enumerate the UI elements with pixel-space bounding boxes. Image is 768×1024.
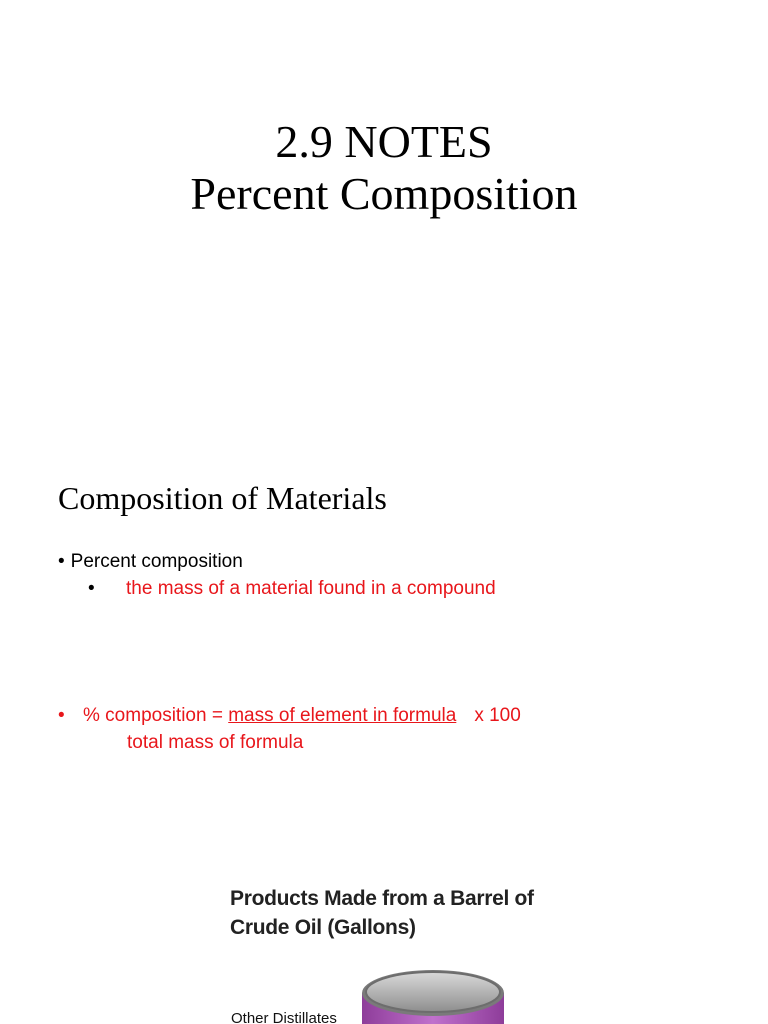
formula-multiplier: x 100	[474, 705, 521, 726]
crude-oil-figure	[224, 880, 542, 1024]
bullet-item-percent-composition	[58, 551, 243, 573]
formula-line	[58, 705, 521, 727]
slide-heading: Composition of Materials	[58, 480, 387, 516]
title-slide	[0, 0, 768, 430]
formula-prefix: % composition =	[83, 705, 229, 726]
figure-title	[230, 884, 540, 942]
bullet-marker: •	[58, 551, 65, 572]
formula-bullet-marker: •	[58, 705, 65, 726]
sub-bullet-marker: •	[88, 578, 95, 599]
content-slide	[0, 430, 768, 1024]
oil-barrel-icon	[358, 965, 508, 1024]
formula-numerator: mass of element in formula	[228, 705, 457, 726]
figure-title-line-2: Crude Oil (Gallons)	[230, 916, 416, 939]
sub-bullet-definition	[88, 578, 496, 600]
slide-title-line-1: 2.9 NOTES	[275, 116, 493, 167]
slide-title-line-2: Percent Composition	[190, 168, 578, 219]
figure-label-other-distillates: Other Distillates	[231, 1010, 337, 1024]
figure-title-line-1: Products Made from a Barrel of	[230, 887, 534, 910]
bullet-text: Percent composition	[70, 551, 243, 572]
sub-bullet-text: the mass of a material found in a compound	[126, 578, 496, 599]
formula-denominator: total mass of formula	[127, 732, 304, 753]
